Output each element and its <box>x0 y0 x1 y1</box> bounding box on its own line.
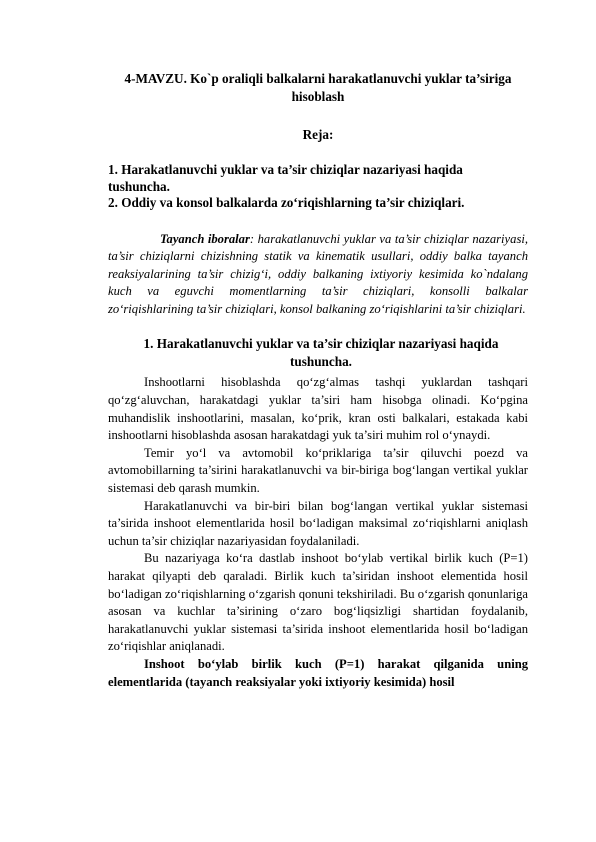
body-paragraph: Inshoot bo‘ylab birlik kuch (P=1) harakat qilganida uning elementlarida (tayanch reaksiyalar yoki ixtiyoriy kesimida) hosil <box>108 656 528 689</box>
keywords-label: Tayanch iboralar <box>160 231 250 246</box>
section-title: 1. Harakatlanuvchi yuklar va ta’sir chiziqlar nazariyasi haqida tushuncha. <box>143 336 499 370</box>
document-title: 4-MAVZU. Ko`p oraliqli balkalarni harakatlanuvchi yuklar ta’siriga hisoblash <box>124 71 512 104</box>
body-paragraph: Inshootlarni hisoblashda qo‘zg‘almas tashqi yuklardan tashqari qo‘zg‘aluvchan, harakatdagi yuklar ta’siri ham hisobga olinadi. Ko‘pgina muhandislik inshootlarini, masalan, ko‘prik, kran osti balkalari, estakada kabi inshootlarni hisoblashda asosan harakatdagi yuk ta’siri muhim rol o‘ynaydi. <box>108 375 528 443</box>
page-content <box>108 70 528 691</box>
plan-heading: Reja: <box>302 127 334 142</box>
keywords-text: : harakatlanuvchi yuklar va ta’sir chiziqlar nazariyasi, ta’sir chiziqlarni chizishning statik va kinematik usullari, oddiy balka tayanch reaksiyalarining ta’sir chizig‘i, oddiy balkaning ixtiyoriy kesimida ko`ndalang kuch va eguvchi momentlarning ta’sir chiziqlari, konsolli balkalar zo‘riqishlarining ta’sir chiziqlari, konsol balkaning zo‘riqishlarini ta’sir chiziqlari. <box>108 231 528 316</box>
plan-item: 1. Harakatlanuvchi yuklar va ta’sir chiziqlar nazariyasi haqida tushuncha. <box>108 162 463 194</box>
body-paragraph: Harakatlanuvchi va bir-biri bilan bog‘langan vertikal yuklar sistemasi ta’sirida inshoot elementlarida hosil bo‘ladigan maksimal zo‘riqishlarni aniqlash uchun ta’sir chiziqlar nazariyasidan foydalaniladi. <box>108 498 528 548</box>
keywords-paragraph <box>108 231 528 319</box>
body-paragraph: Bu nazariyaga ko‘ra dastlab inshoot bo‘ylab vertikal birlik kuch (P=1) harakat qilyapti deb qaraladi. Birlik kuch ta’siridan inshoot elementida hosil bo‘ladigan zo‘riqishlarning o‘zgarish qonuni tekshiriladi. Bu o‘zgarish qonunlariga asosan va kuchlar ta’sirining o‘zaro bog‘liqsizligi shartidan foydalanib, harakatlanuvchi yuklar sistemasi ta’sirida inshoot elementlarida hosil bo‘ladigan zo‘riqishlar aniqlanadi. <box>108 551 528 654</box>
body-paragraph: Temir yo‘l va avtomobil ko‘priklariga ta’sir qiluvchi poezd va avtomobillarning ta’sirini harakatlanuvchi va bir-biriga bog‘langan vertikal yuklar sistemasi deb qarash mumkin. <box>108 445 528 496</box>
plan-item: 2. Oddiy va konsol balkalarda zo‘riqishlarning ta’sir chiziqlari. <box>108 195 465 210</box>
plan-list <box>108 162 528 212</box>
